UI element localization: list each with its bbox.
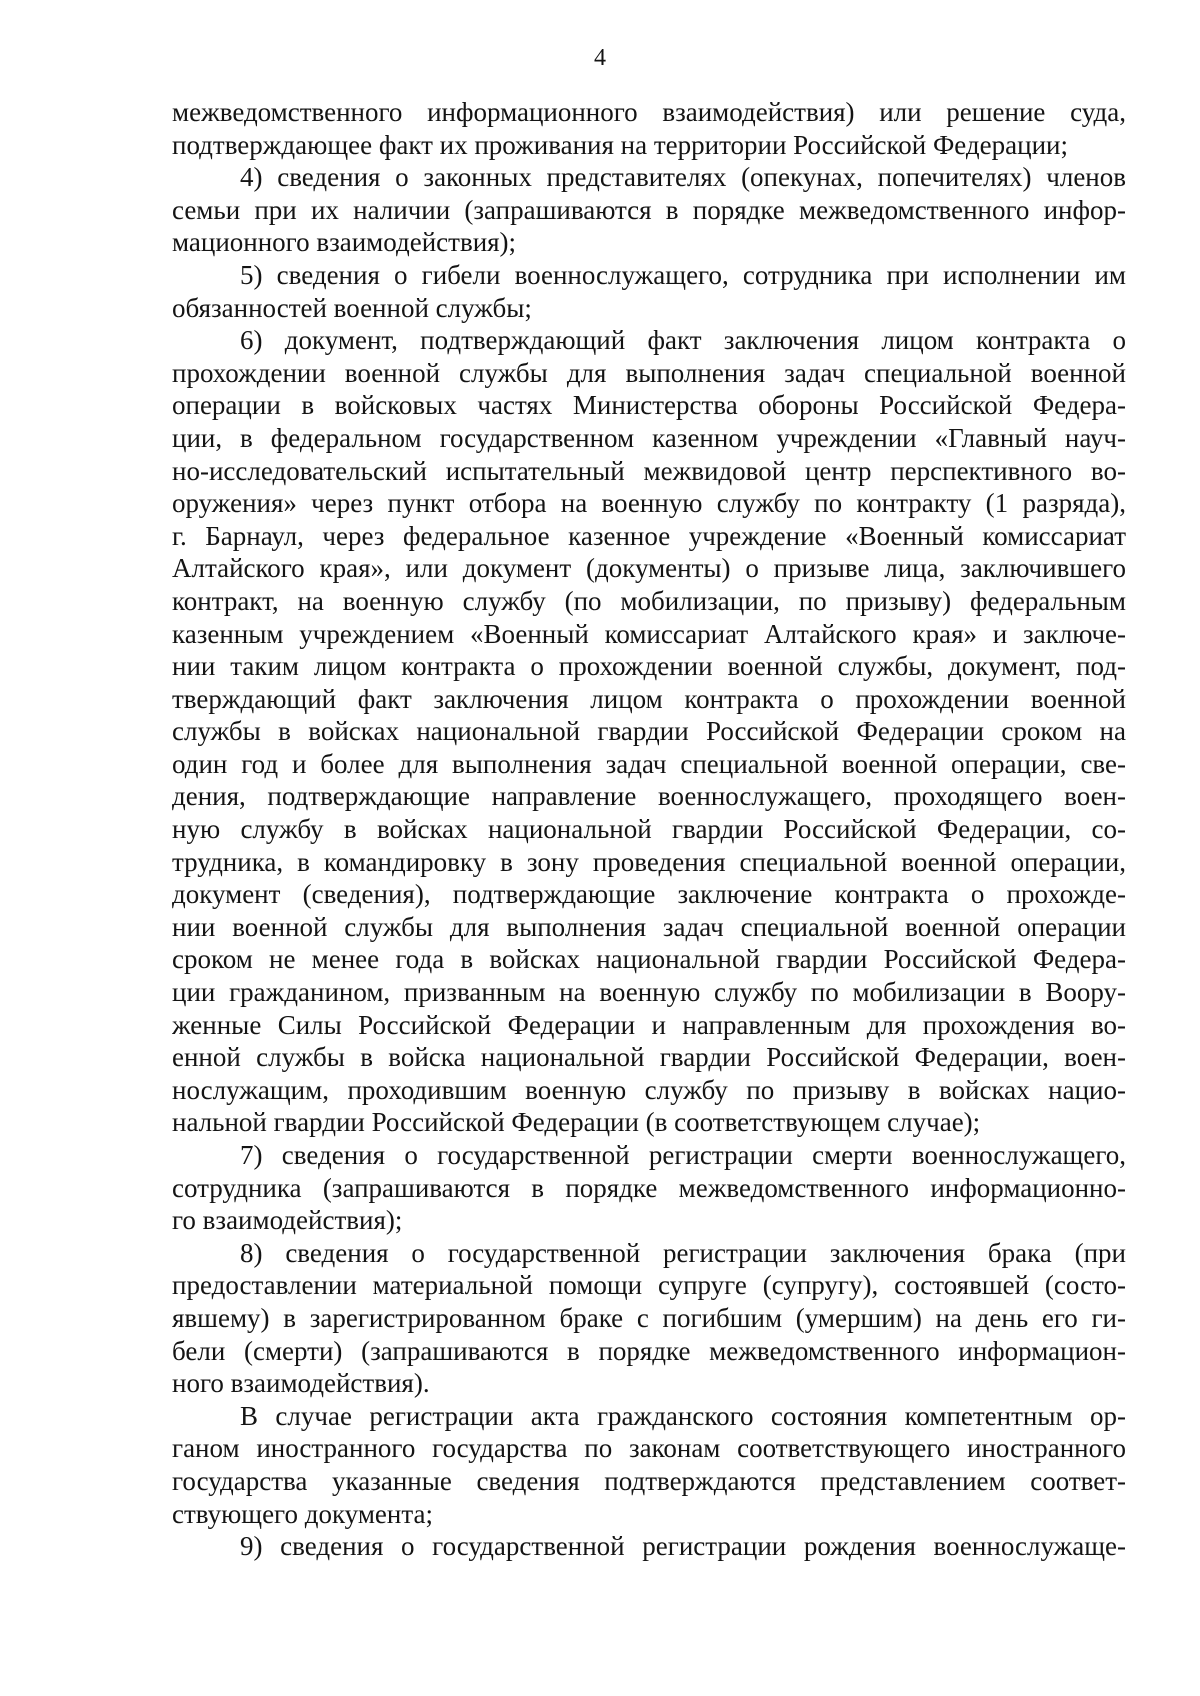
text-line: сотрудника (запрашиваются в порядке межведомственного информационно- [172, 1172, 1126, 1203]
text-line: женные Силы Российской Федерации и направленным для прохождения во- [172, 1009, 1126, 1040]
text-line: ции гражданином, призванным на военную службу по мобилизации в Воору- [172, 977, 1126, 1008]
text-line: но-исследовательский испытательный межвидовой центр перспективного во- [172, 455, 1126, 486]
text-line: ного взаимодействия). [172, 1368, 430, 1399]
text-line: трудника, в командировку в зону проведения специальной военной операции, [172, 846, 1126, 877]
text-line: государства указанные сведения подтверждаются представлением соответ- [172, 1465, 1126, 1496]
text-line: ганом иностранного государства по законам соответствующего иностранного [172, 1433, 1126, 1464]
text-line: 7) сведения о государственной регистрации смерти военнослужащего, [240, 1140, 1126, 1170]
text-line: семьи при их наличии (запрашиваются в порядке межведомственного инфор- [172, 194, 1126, 225]
text-line: межведомственного информационного взаимодействия) или решение суда, [172, 97, 1126, 127]
text-line: казенным учреждением «Военный комиссариат Алтайского края» и заключе- [172, 618, 1126, 649]
text-line: ную службу в войсках национальной гвардии Российской Федерации, со- [172, 814, 1126, 845]
text-line: документ (сведения), подтверждающие заключение контракта о прохожде- [172, 879, 1126, 910]
text-line: прохождении военной службы для выполнения задач специальной военной [172, 357, 1126, 388]
text-line: явшему) в зарегистрированном браке с погибшим (умершим) на день его ги- [172, 1302, 1126, 1333]
text-line: 6) документ, подтверждающий факт заключения лицом контракта о [240, 325, 1126, 356]
text-line: нии таким лицом контракта о прохождении военной службы, документ, под- [172, 651, 1126, 682]
text-line: службы в войсках национальной гвардии Российской Федерации сроком на [172, 716, 1126, 747]
text-line: Алтайского края», или документ (документы) о призыве лица, заключившего [172, 553, 1126, 584]
text-line: мационного взаимодействия); [172, 227, 517, 258]
text-line: контракт, на военную службу (по мобилизации, по призыву) федеральным [172, 585, 1126, 616]
text-line: обязанностей военной службы; [172, 292, 532, 323]
text-line: го взаимодействия); [172, 1205, 403, 1236]
text-line: нии военной службы для выполнения задач специальной военной операции [172, 911, 1126, 942]
page-number: 4 [594, 45, 606, 71]
text-line: 8) сведения о государственной регистрации заключения брака (при [240, 1237, 1126, 1268]
text-line: операции в войсковых частях Министерства обороны Российской Федера- [172, 390, 1126, 421]
text-line: сроком не менее года в войсках национальной гвардии Российской Федера- [172, 944, 1126, 975]
document-body [172, 96, 1126, 1563]
text-line: 9) сведения о государственной регистрации рождения военнослужаще- [240, 1531, 1126, 1562]
text-line: енной службы в войска национальной гвардии Российской Федерации, воен- [172, 1042, 1126, 1073]
text-line: предоставлении материальной помощи супруге (супругу), состоявшей (состо- [172, 1270, 1126, 1301]
text-line: нальной гвардии Российской Федерации (в соответствующем случае); [172, 1107, 981, 1138]
text-line: 4) сведения о законных представителях (опекунах, попечителях) членов [240, 162, 1126, 193]
text-line: нослужащим, проходившим военную службу по призыву в войсках нацио- [172, 1074, 1126, 1105]
text-line: ции, в федеральном государственном казенном учреждении «Главный науч- [172, 422, 1126, 453]
text-line: тверждающий факт заключения лицом контракта о прохождении военной [172, 683, 1126, 714]
text-line: 5) сведения о гибели военнослужащего, сотрудника при исполнении им [240, 259, 1126, 290]
text-line: подтверждающее факт их проживания на территории Российской Федерации; [172, 129, 1068, 160]
text-line: В случае регистрации акта гражданского состояния компетентным ор- [240, 1400, 1126, 1431]
text-line: оружения» через пункт отбора на военную службу по контракту (1 разряда), [172, 488, 1126, 519]
text-line: бели (смерти) (запрашиваются в порядке межведомственного информацион- [172, 1335, 1126, 1366]
text-line: один год и более для выполнения задач специальной военной операции, све- [172, 748, 1126, 779]
text-line: г. Барнаул, через федеральное казенное учреждение «Военный комиссариат [172, 520, 1126, 551]
text-line: ствующего документа; [172, 1498, 433, 1529]
text-line: дения, подтверждающие направление военнослужащего, проходящего воен- [172, 781, 1126, 812]
